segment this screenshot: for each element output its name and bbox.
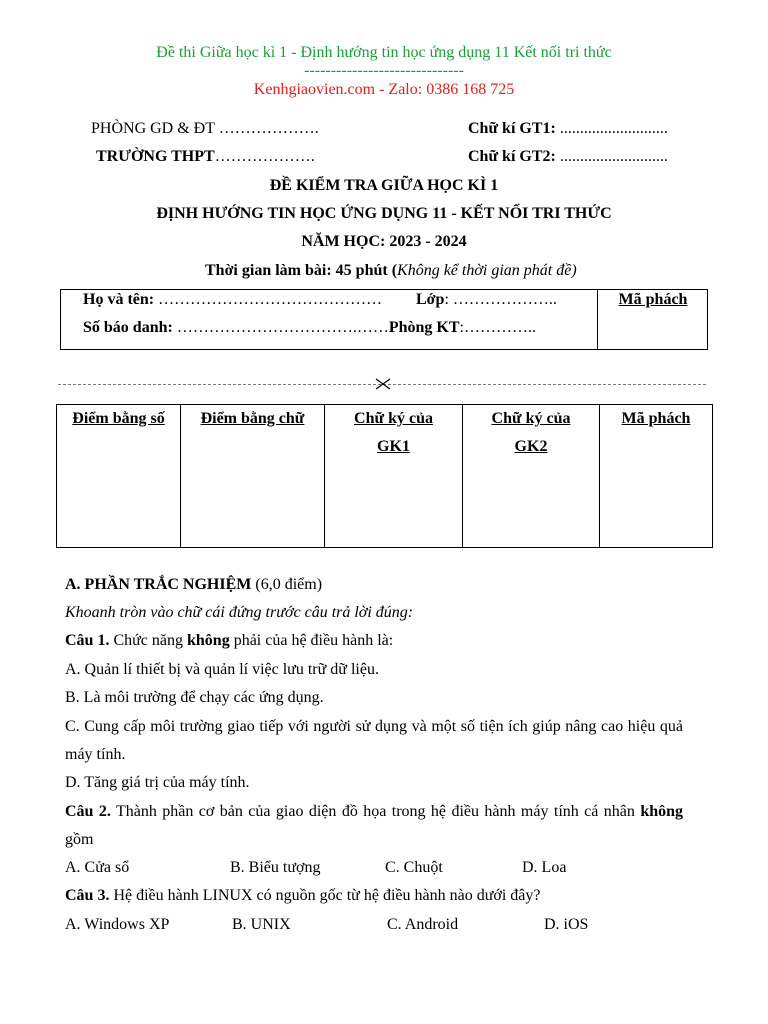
score-table (56, 404, 713, 548)
student-info-box (60, 289, 708, 350)
sbd-line (83, 319, 536, 337)
question-2: Câu 2. Thành phần cơ bản của giao diện đồ họa trong hệ điều hành máy tính cá nhân không gồm (65, 803, 684, 848)
gt1-line (468, 120, 668, 138)
truong-label: TRƯỜNG THPT (96, 148, 215, 165)
q1-option-d[interactable]: D. Tăng giá trị của máy tính. (65, 774, 250, 791)
phong-dots: ………………. (214, 120, 319, 137)
phong-label: PHÒNG GD & ĐT (91, 120, 215, 137)
question-3: Câu 3. Hệ điều hành LINUX có nguồn gốc từ hệ điều hành nào dưới đây? (65, 887, 541, 904)
document-header-title: Đề thi Giữa học kì 1 - Định hướng tin học ứng dụng 11 Kết nối tri thức (156, 44, 612, 61)
gk1-signature-header: Chữ ký của GK1 (324, 405, 462, 547)
scissors-icon (374, 376, 392, 392)
header-divider: ------------------------------ (304, 62, 464, 79)
q2-option-b[interactable]: B. Biểu tượng (230, 859, 321, 876)
phong-line (91, 120, 319, 138)
question-3-label: Câu 3. (65, 887, 110, 904)
exam-time-note: Không kể thời gian phát đề) (397, 262, 577, 279)
gt1-dots: ........................... (555, 120, 668, 137)
gt1-label: Chữ kí GT1: (468, 120, 556, 137)
section-instruction: Khoanh tròn vào chữ cái đứng trước câu trả lời đúng: (65, 604, 414, 621)
gt2-label: Chữ kí GT2: (468, 148, 556, 165)
exam-title-1: ĐỀ KIỂM TRA GIỮA HỌC KÌ 1 (269, 177, 499, 194)
section-title: A. PHẦN TRẮC NGHIỆM (6,0 điểm) (65, 576, 323, 593)
score-text-header: Điểm bằng chữ (180, 405, 324, 547)
exam-time (205, 262, 577, 280)
class-line (416, 291, 557, 309)
room-dots: :………….. (459, 319, 536, 336)
class-dots: : ……………….. (444, 291, 557, 308)
q1-option-b[interactable]: B. Là môi trường để chạy các ứng dụng. (65, 689, 324, 706)
exam-title-2: ĐỊNH HƯỚNG TIN HỌC ỨNG DỤNG 11 - KẾT NỐI TRI THỨC (156, 205, 612, 222)
name-label: Họ và tên: (83, 291, 155, 308)
gt2-line (468, 148, 668, 166)
exam-year: NĂM HỌC: 2023 - 2024 (301, 233, 467, 250)
sbd-dots: …………………………….…… (172, 319, 389, 336)
q2-option-a[interactable]: A. Cửa sổ (65, 859, 130, 876)
q1-option-c[interactable]: C. Cung cấp môi trường giao tiếp với người sử dụng và một số tiện ích giúp nâng cao hiệu quả máy tính. (65, 718, 683, 763)
name-dots: …………………………………… (154, 291, 383, 308)
name-line (83, 291, 382, 309)
truong-dots: ………………. (214, 148, 315, 165)
ma-phach-header: Mã phách (599, 405, 712, 547)
gt2-dots: ........................... (555, 148, 668, 165)
q3-option-a[interactable]: A. Windows XP (65, 916, 170, 933)
room-label: Phòng KT (388, 319, 460, 336)
q2-option-d[interactable]: D. Loa (522, 859, 567, 876)
class-label: Lớp (416, 291, 445, 308)
q2-option-c[interactable]: C. Chuột (385, 859, 443, 876)
question-2-label: Câu 2. (65, 803, 111, 820)
truong-line (96, 148, 315, 166)
score-number-header: Điểm bằng số (72, 410, 165, 427)
question-1: Câu 1. Chức năng không phải của hệ điều hành là: (65, 632, 394, 649)
header-site: Kenhgiaovien.com - Zalo: 0386 168 725 (253, 81, 515, 98)
sbd-label: Số báo danh: (83, 319, 173, 336)
q1-option-a[interactable]: A. Quản lí thiết bị và quản lí việc lưu trữ dữ liệu. (65, 661, 379, 678)
exam-time-label: Thời gian làm bài: 45 phút ( (205, 262, 398, 279)
q3-option-b[interactable]: B. UNIX (232, 916, 291, 933)
q3-option-d[interactable]: D. iOS (544, 916, 589, 933)
question-1-label: Câu 1. (65, 632, 110, 649)
q3-option-c[interactable]: C. Android (387, 916, 459, 933)
ma-phach-label: Mã phách (618, 291, 688, 308)
gk2-signature-header: Chữ ký của GK2 (462, 405, 599, 547)
